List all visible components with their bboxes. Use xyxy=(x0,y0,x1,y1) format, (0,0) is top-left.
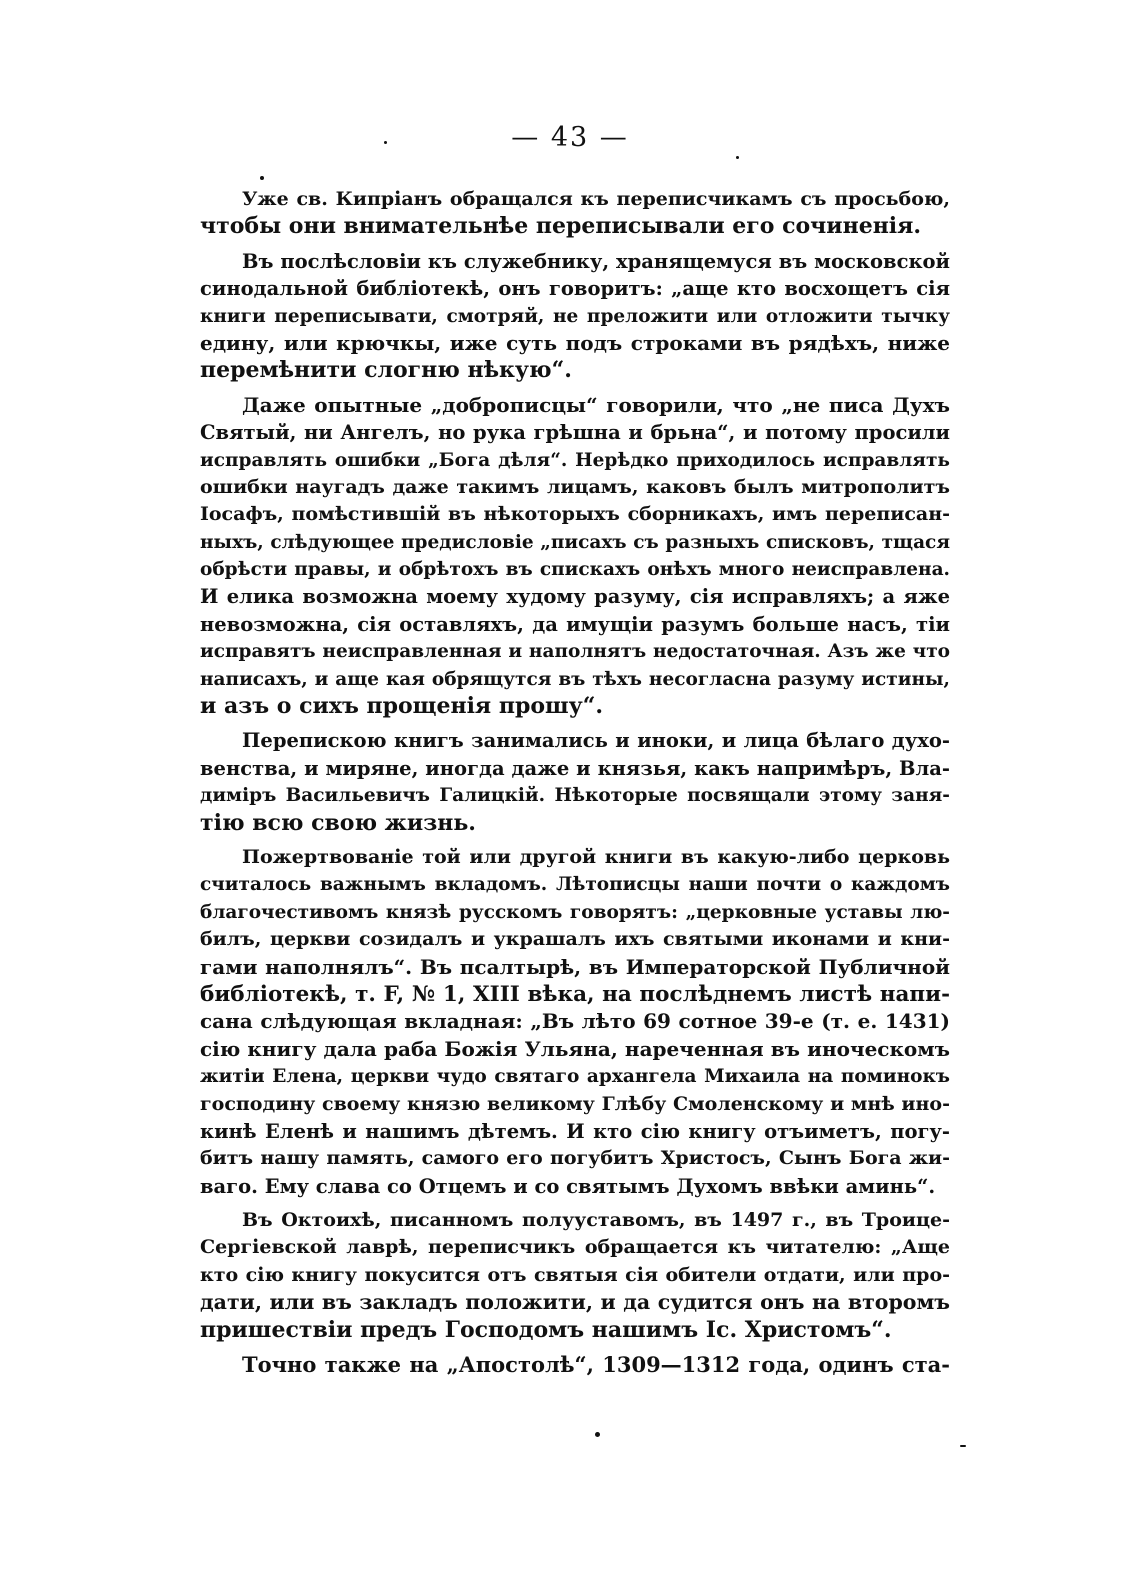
text-line: ваго. Ему слава со Отцемъ и со святымъ Духомъ ввѣки аминь“. xyxy=(200,1174,936,1198)
paragraph-6 xyxy=(200,1207,950,1344)
scan-speck xyxy=(960,1445,966,1447)
text-line: считалось важнымъ вкладомъ. Лѣтописцы наши почти о каждомъ xyxy=(200,874,950,896)
paragraph-3 xyxy=(200,392,950,721)
paragraph-4 xyxy=(200,727,950,837)
text-line: дати, или въ закладъ положити, и да судится онъ на второмъ xyxy=(200,1290,950,1315)
text-line: Перепискою книгъ занимались и иноки, и лица бѣлаго духо- xyxy=(242,729,950,753)
text-line: чтобы они внимательнѣе переписывали его сочиненія. xyxy=(200,213,922,240)
text-line: житіи Елена, церкви чудо святаго архангела Михаила на поминокъ xyxy=(200,1066,950,1088)
text-line: сана слѣдующая вкладная: „Въ лѣто 69 сотное 39-е (т. е. 1431) xyxy=(200,1009,950,1034)
text-line: исправлять ошибки „Бога дѣля“. Нерѣдко приходилось исправлять xyxy=(200,449,950,471)
scan-speck xyxy=(260,176,264,180)
text-line: Сергіевской лаврѣ, переписчикъ обращается къ читателю: „Аще xyxy=(200,1236,950,1259)
text-line: написахъ, и аще кая обрящутся въ тѣхъ несогласна разуму истины, xyxy=(200,668,950,690)
text-line: Точно также на „Апостолѣ“, 1309—1312 года, одинъ ста- xyxy=(242,1352,950,1378)
scan-speck xyxy=(736,156,739,159)
text-line: диміръ Васильевичъ Галицкій. Нѣкоторые посвящали этому заня- xyxy=(200,785,950,807)
text-line: обрѣсти правы, и обрѣтохъ въ спискахъ онѣхъ много неисправлена. xyxy=(200,559,950,581)
text-line: господину своему князю великому Глѣбу Смоленскому и мнѣ ино- xyxy=(200,1092,950,1115)
scan-speck xyxy=(595,1432,600,1437)
text-line: книги переписывати, смотряй, не преложити или отложити тычку xyxy=(200,305,950,327)
text-line: ошибки наугадъ даже такимъ лицамъ, каковъ былъ митрополитъ xyxy=(200,475,950,498)
page-number: — 43 — xyxy=(511,122,629,153)
text-line: Въ послѣсловіи къ служебнику, хранящемуся въ московской xyxy=(242,249,950,273)
text-line: благочестивомъ князѣ русскомъ говорятъ: „церковные уставы лю- xyxy=(200,901,950,923)
text-line: едину, или крючкы, иже суть подъ строками въ рядѣхъ, ниже xyxy=(200,330,950,355)
text-line: ныхъ, слѣдующее предисловіе „писахъ съ разныхъ списковъ, тщася xyxy=(200,531,950,553)
text-line: библіотекѣ, т. F, № 1, XIII вѣка, на послѣднемъ листѣ напи- xyxy=(200,981,950,1007)
text-line: исправятъ неисправленная и наполнятъ недостаточная. Азъ же что xyxy=(200,641,950,663)
paragraph-5 xyxy=(200,844,950,1200)
text-line: Даже опытные „доброписцы“ говорили, что „не писа Духъ xyxy=(242,392,950,417)
text-line: битъ нашу память, самого его погубитъ Христосъ, Сынъ Бога жи- xyxy=(200,1147,950,1170)
body-text xyxy=(200,186,950,1378)
text-line: билъ, церкви созидалъ и украшалъ ихъ святыми иконами и кни- xyxy=(200,928,950,951)
text-line: тію всю свою жизнь. xyxy=(200,809,476,836)
text-line: Въ Октоихѣ, писанномъ полууставомъ, въ 1497 г., въ Троице- xyxy=(242,1209,950,1232)
text-line: кинѣ Еленѣ и нашимъ дѣтемъ. И кто сію книгу отъиметъ, погу- xyxy=(200,1119,950,1143)
text-line: перемѣнити слогню нѣкую“. xyxy=(200,357,572,384)
text-line: синодальной библіотекѣ, онъ говоритъ: „аще кто восхощетъ сія xyxy=(200,277,950,301)
text-line: Святый, ни Ангелъ, но рука грѣшна и брьна“, и потому просили xyxy=(200,421,950,445)
text-line: Іосафъ, помѣстившій въ нѣкоторыхъ сборникахъ, имъ переписан- xyxy=(200,503,950,526)
text-line: венства, и миряне, иногда даже и князья, какъ напримѣръ, Вла- xyxy=(200,756,950,780)
text-line: пришествіи предъ Господомъ нашимъ Іс. Христомъ“. xyxy=(200,1316,892,1343)
text-line: Пожертвованіе той или другой книги въ какую-либо церковь xyxy=(242,845,950,868)
paragraph-1 xyxy=(200,186,950,241)
scan-speck xyxy=(384,141,387,144)
text-line: кто сію книгу покусится отъ святыя сія обители отдати, или про- xyxy=(200,1263,950,1286)
paragraph-2 xyxy=(200,248,950,385)
text-line: сію книгу дала раба Божія Ульяна, нареченная въ иноческомъ xyxy=(200,1036,950,1061)
paragraph-7 xyxy=(200,1351,950,1378)
text-line: Уже св. Кипріанъ обращался къ переписчикамъ съ просьбою, xyxy=(242,188,950,210)
text-line: И елика возможна моему худому разуму, сія исправляхъ; а яже xyxy=(200,585,950,609)
text-line: невозможна, сія оставляхъ, да имущіи разумъ больше насъ, тіи xyxy=(200,612,950,636)
text-line: гами наполнялъ“. Въ псалтырѣ, въ Императорской Публичной xyxy=(200,954,950,979)
text-line: и азъ о сихъ прощенія прошу“. xyxy=(200,693,604,720)
